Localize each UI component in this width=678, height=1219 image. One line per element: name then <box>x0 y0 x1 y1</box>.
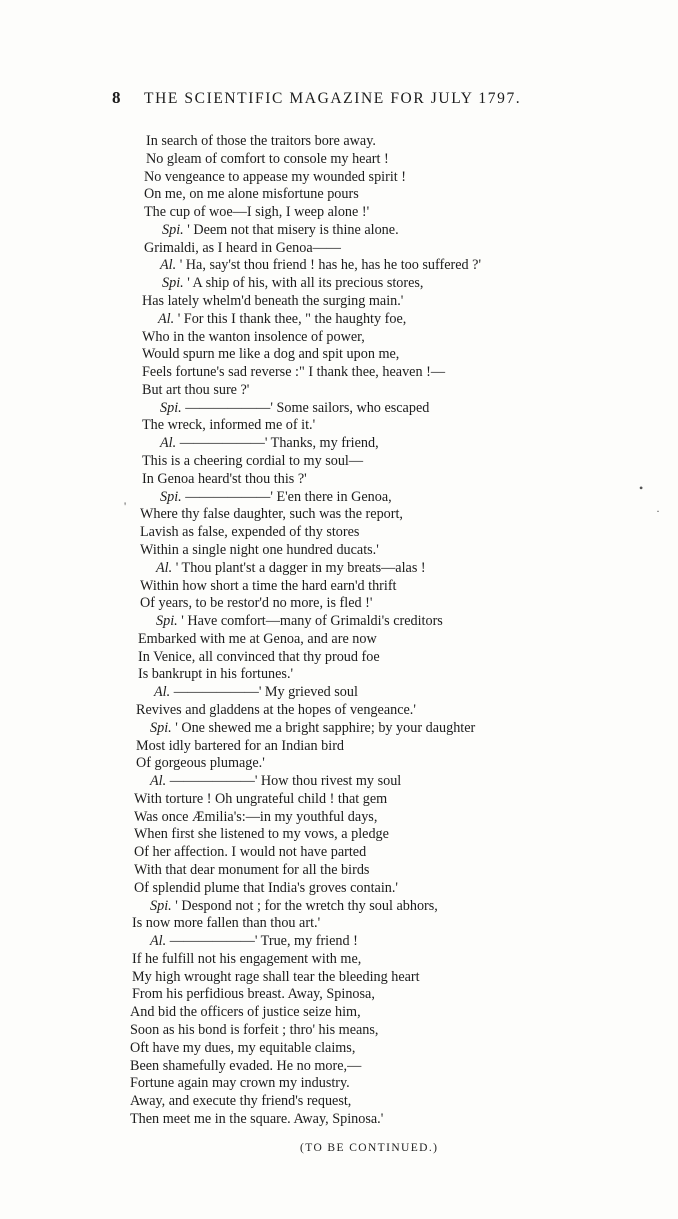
verse-line <box>130 1021 378 1039</box>
speaker-label: Spi. <box>160 399 182 416</box>
verse-line <box>140 505 403 523</box>
speaker-label: Al. <box>154 684 171 701</box>
verse-line <box>154 683 358 701</box>
verse-text: ——————' Thanks, my friend, <box>176 435 379 452</box>
running-title: THE SCIENTIFIC MAGAZINE FOR JULY 1797. <box>144 90 522 107</box>
verse-line <box>140 541 379 559</box>
margin-speck: • <box>639 481 644 495</box>
verse-line <box>142 363 445 381</box>
verse-line <box>134 861 369 879</box>
verse-line <box>132 968 420 986</box>
verse-line <box>134 843 366 861</box>
verse-text: And bid the officers of justice seize him, <box>130 1004 361 1021</box>
verse-text: ' Deem not that misery is thine alone. <box>183 221 399 238</box>
verse-text: Been shamefully evaded. He no more,— <box>130 1057 362 1074</box>
verse-line <box>144 203 369 221</box>
verse-line <box>134 879 398 897</box>
margin-speck: ' <box>124 499 127 513</box>
verse-line <box>132 914 320 932</box>
speaker-label: Al. <box>158 310 175 327</box>
verse-line <box>136 737 344 755</box>
verse-text: No gleam of comfort to console my heart ! <box>146 150 389 167</box>
verse-line <box>142 416 315 434</box>
verse-text: My high wrought rage shall tear the bleeding heart <box>132 968 420 985</box>
verse-line <box>144 239 341 257</box>
verse-line <box>144 185 359 203</box>
verse-line <box>142 381 249 399</box>
speaker-label: Al. <box>150 773 167 790</box>
verse-line <box>132 985 375 1003</box>
verse-text: Of gorgeous plumage.' <box>136 755 265 772</box>
verse-text: Is bankrupt in his fortunes.' <box>138 666 294 683</box>
verse-text: Of her affection. I would not have parted <box>134 844 367 861</box>
verse-line <box>160 256 481 274</box>
verse-line <box>130 1110 383 1128</box>
verse-line <box>138 648 380 666</box>
verse-line <box>142 452 363 470</box>
verse-text: Grimaldi, as I heard in Genoa—— <box>144 239 341 256</box>
verse-text: ' One shewed me a bright sapphire; by your daughter <box>171 719 476 736</box>
verse-text: ' For this I thank thee, " the haughty foe, <box>174 310 407 327</box>
verse-text: ——————' My grieved soul <box>170 684 358 701</box>
verse-text: ' Despond not ; for the wretch thy soul abhors, <box>171 897 438 914</box>
verse-text: In Genoa heard'st thou this ?' <box>142 470 307 487</box>
verse-line <box>140 577 397 595</box>
verse-text: Lavish as false, expended of thy stores <box>140 524 360 541</box>
continued-note: (TO BE CONTINUED.) <box>300 1142 439 1154</box>
verse-text: ' Have comfort—many of Grimaldi's creditors <box>177 613 443 630</box>
verse-text: Where thy false daughter, such was the report, <box>140 506 403 523</box>
verse-text: Oft have my dues, my equitable claims, <box>130 1039 356 1056</box>
running-header <box>112 88 612 112</box>
speaker-label: Al. <box>160 257 177 274</box>
verse-text: In Venice, all convinced that thy proud foe <box>138 648 380 665</box>
verse-line <box>162 274 423 292</box>
verse-line <box>130 1003 361 1021</box>
verse-text: From his perfidious breast. Away, Spinosa, <box>132 986 375 1003</box>
verse-line <box>156 612 443 630</box>
verse-text: ——————' True, my friend ! <box>166 933 358 950</box>
verse-line <box>130 1074 350 1092</box>
verse-text: With torture ! Oh ungrateful child ! that gem <box>134 790 388 807</box>
speaker-label: Spi. <box>162 221 184 238</box>
verse-line <box>150 897 438 915</box>
verse-text: ——————' Some sailors, who escaped <box>181 399 430 416</box>
verse-line <box>146 132 376 150</box>
speaker-label: Spi. <box>162 275 184 292</box>
verse-line <box>136 701 416 719</box>
verse-text: But art thou sure ?' <box>142 381 250 398</box>
verse-text: Within a single night one hundred ducats.' <box>140 541 379 558</box>
verse-text: Of splendid plume that India's groves contain.' <box>134 879 398 896</box>
verse-text: Who in the wanton insolence of power, <box>142 328 365 345</box>
verse-text: Revives and gladdens at the hopes of vengeance.' <box>136 701 416 718</box>
verse-text: If he fulfill not his engagement with me, <box>132 950 362 967</box>
verse-line <box>150 772 401 790</box>
verse-line <box>156 559 426 577</box>
verse-line <box>134 825 389 843</box>
verse-line <box>134 808 377 826</box>
verse-text: ' Thou plant'st a dagger in my breats—alas ! <box>172 559 426 576</box>
page-number: 8 <box>112 88 121 107</box>
verse-text: Fortune again may crown my industry. <box>130 1075 350 1092</box>
speaker-label: Al. <box>150 933 167 950</box>
verse-text: In search of those the traitors bore away. <box>146 133 376 149</box>
speaker-label: Spi. <box>150 719 172 736</box>
verse-text: Of years, to be restor'd no more, is fled !' <box>140 595 373 612</box>
verse-line <box>146 150 389 168</box>
verse-line <box>140 594 372 612</box>
verse-line <box>162 221 399 239</box>
verse-text: With that dear monument for all the birds <box>134 861 370 878</box>
verse-text: ' Ha, say'st thou friend ! has he, has he too suffered ?' <box>176 257 482 274</box>
verse-line <box>160 434 379 452</box>
verse-line <box>138 630 377 648</box>
verse-line <box>130 1039 355 1057</box>
verse-text: Within how short a time the hard earn'd thrift <box>140 577 397 594</box>
verse-line <box>136 754 265 772</box>
verse-text: No vengeance to appease my wounded spirit ! <box>144 168 406 185</box>
verse-line <box>132 950 361 968</box>
speaker-label: Spi. <box>156 613 178 630</box>
speaker-label: Al. <box>160 435 177 452</box>
verse-line <box>138 665 293 683</box>
verse-line <box>130 1057 361 1075</box>
verse-text: Has lately whelm'd beneath the surging main.' <box>142 293 404 310</box>
verse-text: Embarked with me at Genoa, and are now <box>138 630 377 647</box>
verse-text: Away, and execute thy friend's request, <box>130 1093 352 1110</box>
verse-text: Is now more fallen than thou art.' <box>132 915 321 932</box>
verse-line <box>150 932 358 950</box>
verse-line <box>142 328 365 346</box>
verse-line <box>158 310 406 328</box>
speaker-label: Spi. <box>150 897 172 914</box>
verse-line <box>142 470 307 488</box>
speaker-label: Al. <box>156 559 173 576</box>
verse-line <box>142 292 403 310</box>
verse-text: Would spurn me like a dog and spit upon me, <box>142 346 400 363</box>
verse-text: Soon as his bond is forfeit ; thro' his means, <box>130 1022 379 1038</box>
verse-line <box>150 719 475 737</box>
verse-text: The cup of woe—I sigh, I weep alone !' <box>144 204 370 221</box>
verse-line <box>144 168 406 186</box>
verse-line <box>140 523 359 541</box>
verse-text: When first she listened to my vows, a pledge <box>134 826 389 843</box>
verse-text: Most idly bartered for an Indian bird <box>136 737 345 754</box>
verse-text: Then meet me in the square. Away, Spinosa.' <box>130 1110 384 1127</box>
verse-text: ——————' How thou rivest my soul <box>166 773 402 790</box>
verse-line <box>134 790 387 808</box>
verse-line <box>130 1092 351 1110</box>
verse-line <box>142 345 399 363</box>
margin-speck: · <box>656 504 660 518</box>
verse-text: ——————' E'en there in Genoa, <box>181 488 392 505</box>
verse-line <box>160 399 429 417</box>
speaker-label: Spi. <box>160 488 182 505</box>
verse-text: Feels fortune's sad reverse :" I thank thee, heaven !— <box>142 364 446 381</box>
verse-text: On me, on me alone misfortune pours <box>144 186 359 203</box>
verse-text: ' A ship of his, with all its precious stores, <box>183 275 424 292</box>
verse-text: Was once Æmilia's:—in my youthful days, <box>134 808 378 825</box>
verse-line <box>160 488 392 506</box>
verse-text: This is a cheering cordial to my soul— <box>142 453 364 470</box>
verse-text: The wreck, informed me of it.' <box>142 417 316 434</box>
